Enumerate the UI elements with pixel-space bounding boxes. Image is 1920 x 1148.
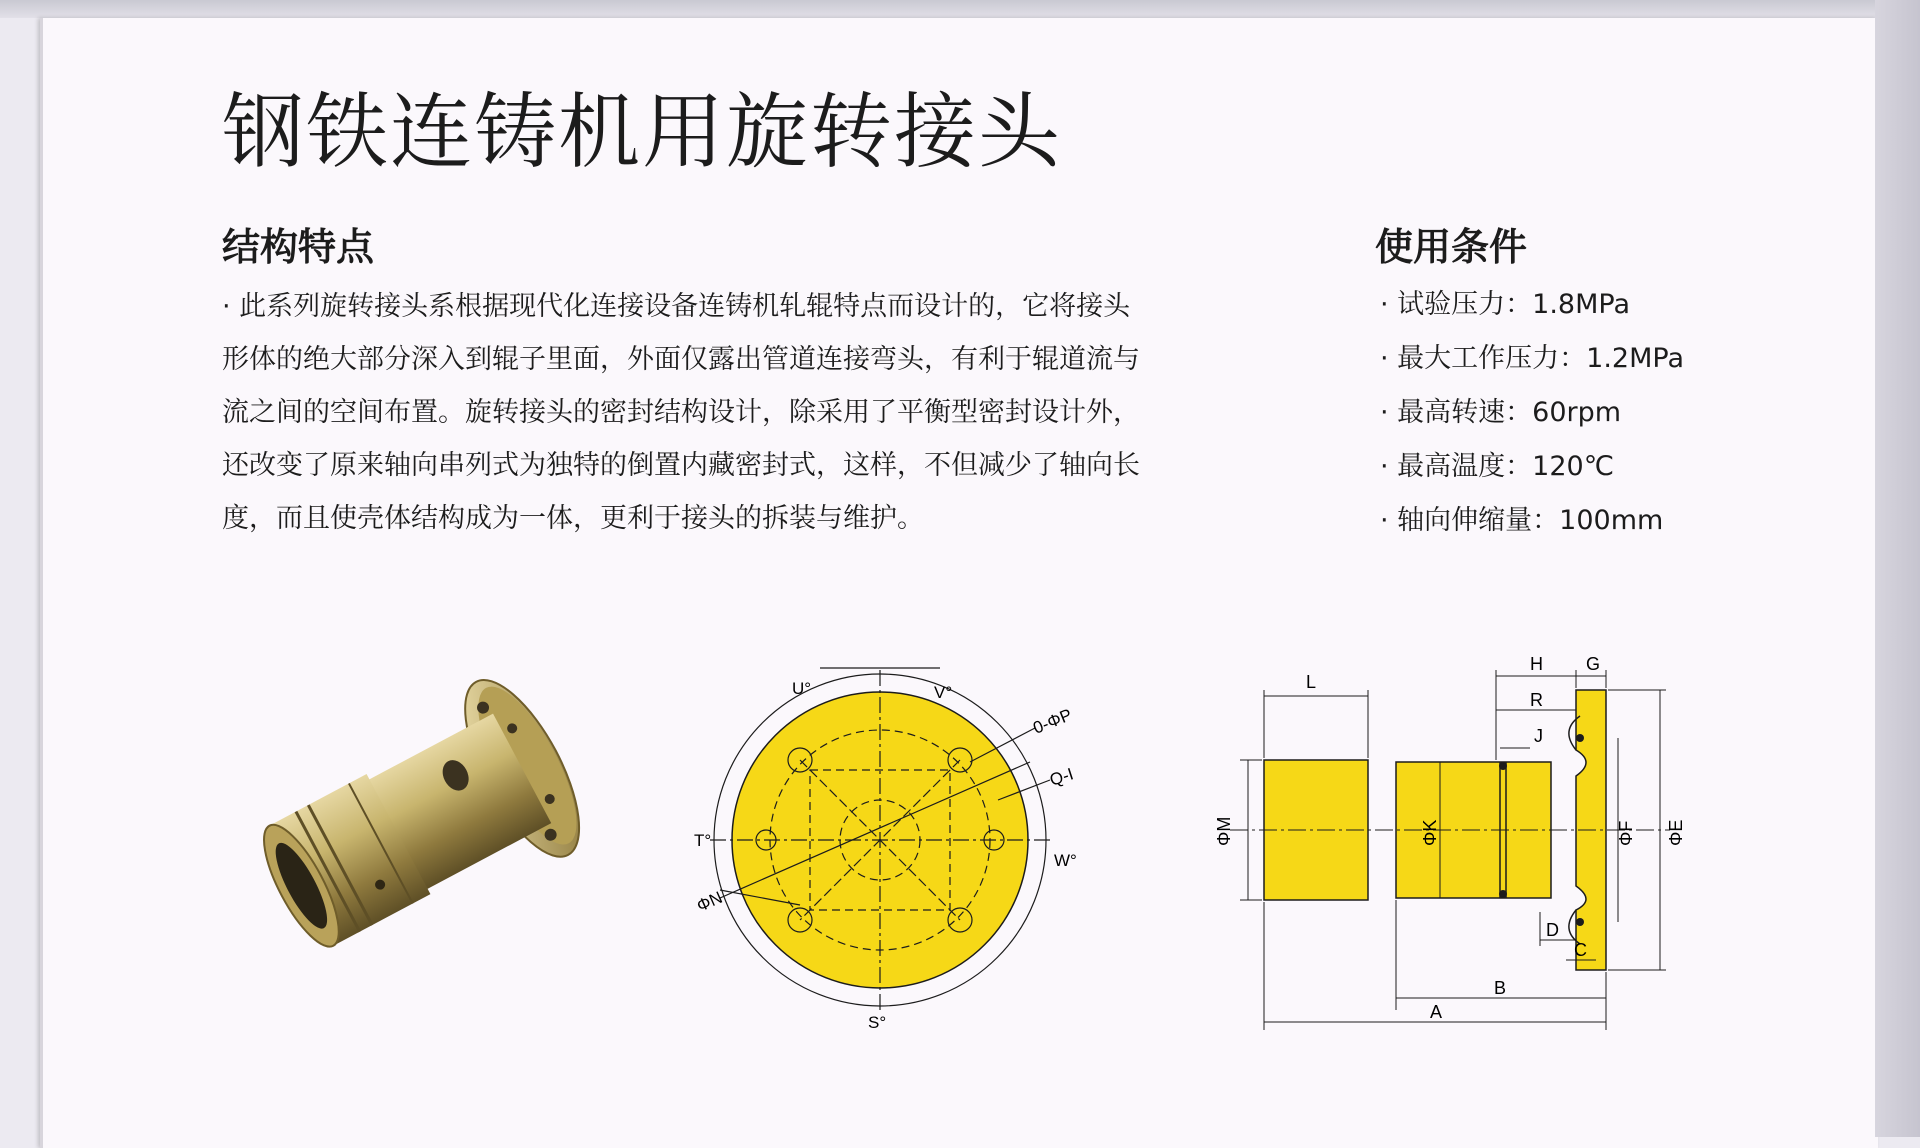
structure-paragraph [222, 280, 1322, 545]
dim-l: L [1306, 672, 1317, 692]
structure-line: 形体的绝大部分深入到辊子里面，外面仅露出管道连接弯头，有利于辊道流与 [222, 344, 1140, 375]
thread-label: Q-I [1047, 764, 1076, 790]
conditions-list [1380, 278, 1684, 548]
dim-d: D [1546, 920, 1559, 940]
structure-heading: 结构特点 [222, 225, 375, 269]
scan-top-strip [0, 0, 1920, 18]
dim-e: ΦE [1666, 819, 1686, 846]
angle-label-u: U° [792, 679, 812, 698]
dim-k: ΦK [1420, 819, 1440, 846]
holes-label: 0-ΦP [1030, 705, 1075, 738]
dim-g: G [1586, 654, 1601, 674]
angle-label-v: V° [934, 683, 953, 702]
pcd-label: ΦN [693, 887, 726, 916]
condition-test-pressure: · 试验压力：1.8MPa [1380, 289, 1631, 320]
structure-line: 还改变了原来轴向串列式为独特的倒置内藏密封式，这样，不但减少了轴向长 [222, 450, 1140, 481]
dim-j: J [1534, 726, 1543, 746]
dim-c: C [1574, 940, 1587, 960]
angle-label-t: T° [694, 831, 712, 850]
dim-r: R [1530, 690, 1543, 710]
structure-line: · 此系列旋转接头系根据现代化连接设备连铸机轧辊特点而设计的，它将接头 [222, 291, 1131, 322]
structure-line: 度，而且使壳体结构成为一体，更利于接头的拆装与维护。 [222, 503, 924, 534]
flange-front-view-diagram [680, 650, 1120, 1040]
condition-max-temperature: · 最高温度：120℃ [1380, 451, 1615, 482]
dim-a: A [1430, 1002, 1443, 1022]
structure-line: 流之间的空间布置。旋转接头的密封结构设计，除采用了平衡型密封设计外， [222, 397, 1140, 428]
condition-max-working-pressure: · 最大工作压力：1.2MPa [1380, 343, 1685, 374]
scan-right-edge [1875, 0, 1920, 1137]
rotary-joint-photo [245, 660, 605, 980]
condition-max-speed: · 最高转速：60rpm [1380, 397, 1622, 428]
condition-axial-stroke: · 轴向伸缩量：100mm [1380, 505, 1664, 536]
dim-h: H [1530, 654, 1543, 674]
dim-m: ΦM [1214, 816, 1234, 846]
angle-label-s: S° [868, 1013, 887, 1032]
side-view-dimension-diagram [1200, 650, 1730, 1030]
conditions-heading: 使用条件 [1375, 225, 1528, 269]
page-title: 钢铁连铸机用旋转接头 [222, 85, 1063, 180]
angle-label-w: W° [1054, 851, 1077, 870]
dim-b: B [1494, 978, 1507, 998]
dim-f: ΦF [1616, 820, 1636, 846]
